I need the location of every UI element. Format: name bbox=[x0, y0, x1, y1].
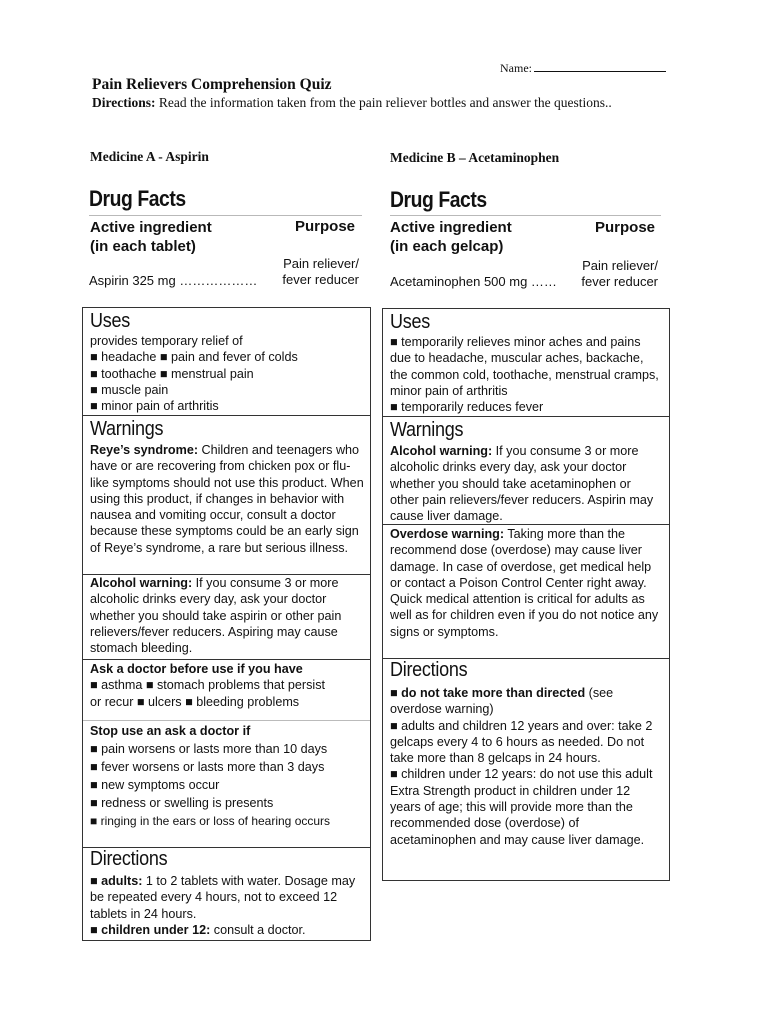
medicine-b-uses-list bbox=[390, 334, 660, 415]
reyes-text: Children and teenagers who have or are recovering from chicken pox or flu-like symptoms should not use this product. When using this product, if changes in behavior with nausea and vomiting occur, consult a doctor because these symptoms could be an early sign of Reye’s syndrome, a rare but serious illness. bbox=[90, 443, 364, 555]
list-item: or recur ■ ulcers ■ bleeding problems bbox=[90, 694, 300, 709]
page-title: Pain Relievers Comprehension Quiz bbox=[92, 76, 332, 93]
list-item: ■ pain worsens or lasts more than 10 days bbox=[90, 742, 328, 756]
medicine-a-directions-heading: Directions bbox=[90, 848, 168, 870]
medicine-b-active-ingredient-heading bbox=[390, 218, 512, 256]
active-ingredient-label: Active ingredient bbox=[390, 219, 512, 236]
adults-label: ■ adults: bbox=[90, 874, 143, 888]
list-item: ■ muscle pain bbox=[90, 382, 169, 397]
medicine-b-purpose-heading: Purpose bbox=[595, 219, 656, 236]
medicine-b-divider bbox=[390, 215, 661, 216]
section-divider bbox=[383, 416, 669, 417]
directions-text: Read the information taken from the pain reliever bottles and answer the questions.. bbox=[155, 95, 612, 110]
overdose-text: Taking more than the recommend dose (overdose) may cause liver damage. In case of overdose, get medical help or contact a Poison Control Center right away. Quick medical attention is critical for adults as well as for children even if you do not notice any signs or symptoms. bbox=[390, 527, 659, 639]
name-field[interactable] bbox=[500, 60, 666, 76]
name-blank-line[interactable] bbox=[534, 60, 666, 72]
list-item: ■ headache ■ pain and fever of colds bbox=[90, 350, 298, 365]
ask-doctor-heading: Ask a doctor before use if you have bbox=[90, 662, 303, 676]
medicine-b-uses-heading: Uses bbox=[390, 311, 430, 333]
purpose-line: fever reducer bbox=[581, 274, 658, 289]
medicine-a-reyes-warning bbox=[90, 442, 367, 556]
list-item: ■ temporarily reduces fever bbox=[390, 400, 544, 415]
active-ingredient-sublabel: (in each gelcap) bbox=[390, 238, 504, 255]
stop-use-heading: Stop use an ask a doctor if bbox=[90, 724, 251, 738]
list-item: ■ children under 12 years: do not use this adult Extra Strength product in children under 12 years of age; this will provide more than the recommended dose (overdose) of acetaminophen and may cause liver damage. bbox=[390, 767, 653, 847]
medicine-a-uses-heading: Uses bbox=[90, 310, 130, 332]
purpose-line: fever reducer bbox=[282, 272, 359, 287]
children-text: consult a doctor. bbox=[210, 922, 306, 937]
medicine-a-active-ingredient-heading bbox=[90, 218, 212, 256]
medicine-a-directions bbox=[90, 873, 367, 938]
medicine-a-ask-doctor bbox=[90, 661, 367, 710]
list-item: ■ redness or swelling is presents bbox=[90, 796, 274, 810]
medicine-a-divider bbox=[89, 215, 362, 216]
medicine-a-ingredient-purpose bbox=[282, 256, 359, 288]
alcohol-text: If you consume 3 or more alcoholic drinks every day, ask your doctor whether you should take acetaminophen or other pain relievers/fever reducers. Aspirin may cause liver damage. bbox=[390, 444, 654, 524]
purpose-line: Pain reliever/ bbox=[582, 258, 658, 273]
medicine-a-alcohol-warning bbox=[90, 575, 367, 656]
list-item: ■ temporarily relieves minor aches and pains due to headache, muscular aches, backache, the common cold, toothache, menstrual cramps, minor pain of arthritis bbox=[390, 335, 659, 398]
medicine-a-uses-list bbox=[90, 333, 366, 414]
reyes-label: Reye’s syndrome: bbox=[90, 443, 199, 457]
medicine-b-facts-box bbox=[382, 308, 670, 881]
medicine-b-directions bbox=[390, 685, 662, 848]
directions-text: (see overdose warning) bbox=[390, 686, 614, 717]
medicine-a-title: Medicine A - Aspirin bbox=[90, 149, 209, 164]
list-item: ■ new symptoms occur bbox=[90, 778, 220, 792]
section-divider bbox=[83, 415, 370, 416]
list-item: ■ ringing in the ears or loss of hearing occurs bbox=[90, 814, 331, 828]
subsection-divider bbox=[83, 720, 370, 721]
list-item: ■ toothache ■ menstrual pain bbox=[90, 366, 254, 381]
purpose-line: Pain reliever/ bbox=[283, 256, 359, 271]
medicine-a-stop-use bbox=[90, 722, 370, 830]
overdose-label: Overdose warning: bbox=[390, 527, 505, 541]
active-ingredient-label: Active ingredient bbox=[90, 219, 212, 236]
uses-intro: provides temporary relief of bbox=[90, 334, 243, 348]
medicine-b-drug-facts-heading: Drug Facts bbox=[390, 187, 487, 212]
medicine-b-directions-heading: Directions bbox=[390, 659, 468, 681]
alcohol-label: Alcohol warning: bbox=[390, 444, 493, 458]
name-label: Name: bbox=[500, 61, 532, 75]
medicine-a-warnings-heading: Warnings bbox=[90, 418, 164, 440]
medicine-b-alcohol-warning bbox=[390, 443, 660, 524]
directions-label: Directions: bbox=[92, 95, 156, 110]
medicine-a-purpose-heading: Purpose bbox=[295, 218, 356, 235]
alcohol-label: Alcohol warning: bbox=[90, 576, 193, 590]
medicine-b-warnings-heading: Warnings bbox=[390, 419, 464, 441]
medicine-b-ingredient: Acetaminophen 500 mg …… bbox=[390, 274, 557, 289]
section-divider bbox=[83, 659, 370, 660]
medicine-b-ingredient-purpose bbox=[581, 258, 658, 290]
list-item: ■ adults and children 12 years and over: take 2 gelcaps every 4 to 6 hours as needed. Do not take more than 8 gelcaps in 24 hours. bbox=[390, 718, 653, 766]
list-item: ■ fever worsens or lasts more than 3 days bbox=[90, 760, 325, 774]
medicine-b-title: Medicine B – Acetaminophen bbox=[390, 150, 560, 165]
active-ingredient-sublabel: (in each tablet) bbox=[90, 238, 196, 255]
directions-bold: ■ do not take more than directed bbox=[390, 686, 586, 700]
medicine-a-facts-box bbox=[82, 307, 371, 941]
medicine-a-drug-facts-heading: Drug Facts bbox=[89, 186, 186, 211]
section-divider bbox=[383, 524, 669, 525]
quiz-directions bbox=[92, 95, 612, 111]
alcohol-text: If you consume 3 or more alcoholic drinks every day, ask your doctor whether you should take aspirin or other pain relievers/fever reducers. Aspiring may cause stomach bleeding. bbox=[90, 576, 342, 656]
medicine-a-ingredient: Aspirin 325 mg ……………… bbox=[89, 273, 258, 288]
children-label: ■ children under 12: bbox=[90, 922, 211, 937]
list-item: ■ minor pain of arthritis bbox=[90, 399, 219, 414]
medicine-b-overdose-warning bbox=[390, 526, 662, 640]
adults-text: 1 to 2 tablets with water. Dosage may be repeated every 4 hours, not to exceed 12 tablets in 24 hours. bbox=[90, 874, 356, 921]
list-item: ■ asthma ■ stomach problems that persist bbox=[90, 678, 325, 693]
